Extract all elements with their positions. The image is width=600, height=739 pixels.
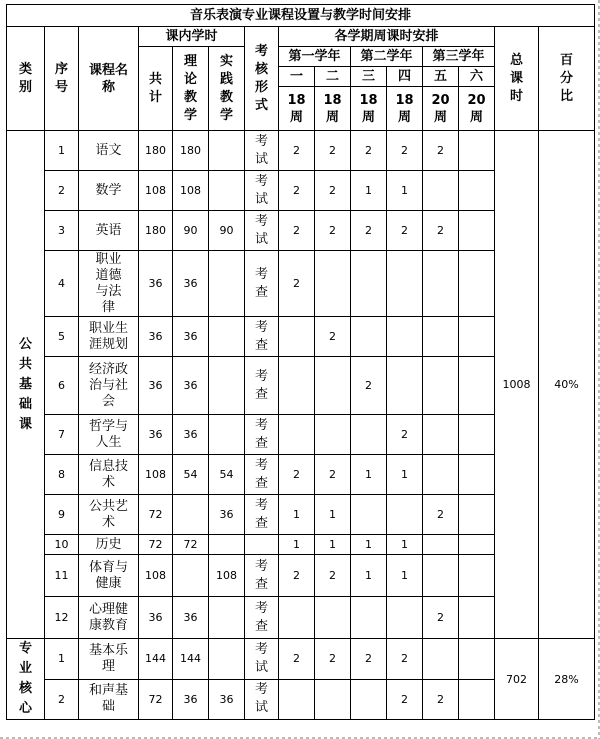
semester-hours-cell <box>459 415 495 455</box>
assess-cell: 考查 <box>245 317 279 357</box>
practice-hours-cell <box>209 131 245 171</box>
course-schedule-document <box>6 4 594 720</box>
semester-hours-cell <box>351 251 387 317</box>
theory-hours-cell: 36 <box>173 597 209 639</box>
semester-hours-cell <box>315 357 351 415</box>
seq-cell: 11 <box>45 555 79 597</box>
semester-hours-cell <box>387 317 423 357</box>
semester-hours-cell <box>459 171 495 211</box>
semester-hours-cell <box>387 251 423 317</box>
assess-cell: 考试 <box>245 639 279 680</box>
semester-hours-cell <box>351 597 387 639</box>
semester-hours-cell: 2 <box>387 639 423 680</box>
semester-hours-cell <box>423 171 459 211</box>
header-semester: 六 <box>459 67 495 87</box>
theory-hours-cell: 144 <box>173 639 209 680</box>
total-hours-cell: 36 <box>139 251 173 317</box>
semester-hours-cell: 2 <box>315 639 351 680</box>
assess-cell: 考查 <box>245 251 279 317</box>
semester-hours-cell: 2 <box>351 211 387 251</box>
semester-hours-cell: 2 <box>423 679 459 720</box>
semester-hours-cell: 2 <box>387 131 423 171</box>
practice-hours-cell <box>209 639 245 680</box>
course-name-cell: 英语 <box>79 211 139 251</box>
assess-cell: 考试 <box>245 171 279 211</box>
seq-cell: 8 <box>45 455 79 495</box>
header-course-name: 课程名称 <box>79 27 139 131</box>
header-semester: 三 <box>351 67 387 87</box>
semester-hours-cell <box>279 317 315 357</box>
total-hours-cell: 108 <box>139 555 173 597</box>
header-semester: 一 <box>279 67 315 87</box>
semester-hours-cell <box>423 455 459 495</box>
semester-hours-cell: 2 <box>315 555 351 597</box>
header-weeks: 18周 <box>279 87 315 131</box>
practice-hours-cell: 54 <box>209 455 245 495</box>
semester-hours-cell <box>351 317 387 357</box>
semester-hours-cell: 2 <box>279 131 315 171</box>
semester-hours-cell: 1 <box>351 555 387 597</box>
semester-hours-cell: 2 <box>279 251 315 317</box>
header-seq: 序号 <box>45 27 79 131</box>
assess-cell: 考查 <box>245 555 279 597</box>
semester-hours-cell: 2 <box>387 211 423 251</box>
semester-hours-cell <box>279 597 315 639</box>
theory-hours-cell: 72 <box>173 535 209 555</box>
semester-hours-cell <box>351 415 387 455</box>
header-semester: 五 <box>423 67 459 87</box>
header-year1: 第一学年 <box>279 47 351 67</box>
category-cell: 公共基础课 <box>7 131 45 639</box>
group-total-hours-cell: 702 <box>495 639 539 720</box>
semester-hours-cell <box>315 415 351 455</box>
course-name-cell: 职业生涯规划 <box>79 317 139 357</box>
semester-hours-cell <box>459 455 495 495</box>
course-name-cell: 职业道德与法律 <box>79 251 139 317</box>
group-percent-cell: 28% <box>539 639 595 720</box>
theory-hours-cell: 36 <box>173 317 209 357</box>
practice-hours-cell: 108 <box>209 555 245 597</box>
semester-hours-cell <box>279 415 315 455</box>
header-total-hours: 总课时 <box>495 27 539 131</box>
semester-hours-cell: 2 <box>423 131 459 171</box>
theory-hours-cell: 36 <box>173 679 209 720</box>
semester-hours-cell: 2 <box>315 317 351 357</box>
semester-hours-cell <box>387 357 423 415</box>
semester-hours-cell <box>423 639 459 680</box>
header-weeks: 18周 <box>387 87 423 131</box>
semester-hours-cell: 2 <box>315 171 351 211</box>
semester-hours-cell <box>459 357 495 415</box>
semester-hours-cell <box>351 679 387 720</box>
seq-cell: 1 <box>45 639 79 680</box>
total-hours-cell: 36 <box>139 415 173 455</box>
header-percent: 百分比 <box>539 27 595 131</box>
semester-hours-cell <box>315 679 351 720</box>
group-total-hours-cell: 1008 <box>495 131 539 639</box>
semester-hours-cell: 2 <box>351 357 387 415</box>
seq-cell: 12 <box>45 597 79 639</box>
semester-hours-cell <box>423 415 459 455</box>
practice-hours-cell <box>209 357 245 415</box>
assess-cell: 考查 <box>245 495 279 535</box>
header-semester: 四 <box>387 67 423 87</box>
semester-hours-cell: 2 <box>279 455 315 495</box>
course-schedule-table <box>6 4 595 720</box>
semester-hours-cell: 2 <box>279 639 315 680</box>
total-hours-cell: 180 <box>139 211 173 251</box>
table-body <box>7 131 595 720</box>
semester-hours-cell <box>459 597 495 639</box>
header-total: 共计 <box>139 47 173 131</box>
practice-hours-cell <box>209 415 245 455</box>
practice-hours-cell: 90 <box>209 211 245 251</box>
course-name-cell: 体育与健康 <box>79 555 139 597</box>
table-row <box>7 131 595 171</box>
semester-hours-cell <box>459 555 495 597</box>
assess-cell <box>245 535 279 555</box>
course-name-cell: 历史 <box>79 535 139 555</box>
semester-hours-cell: 2 <box>315 211 351 251</box>
semester-hours-cell <box>459 131 495 171</box>
semester-hours-cell: 1 <box>387 535 423 555</box>
total-hours-cell: 36 <box>139 317 173 357</box>
seq-cell: 10 <box>45 535 79 555</box>
semester-hours-cell <box>279 357 315 415</box>
assess-cell: 考查 <box>245 455 279 495</box>
assess-cell: 考试 <box>245 679 279 720</box>
semester-hours-cell: 2 <box>315 131 351 171</box>
seq-cell: 9 <box>45 495 79 535</box>
course-name-cell: 信息技术 <box>79 455 139 495</box>
semester-hours-cell: 1 <box>315 495 351 535</box>
semester-hours-cell: 1 <box>315 535 351 555</box>
table-title: 音乐表演专业课程设置与教学时间安排 <box>7 5 595 27</box>
course-name-cell: 语文 <box>79 131 139 171</box>
semester-hours-cell <box>315 251 351 317</box>
header-semester: 二 <box>315 67 351 87</box>
semester-hours-cell <box>423 555 459 597</box>
semester-hours-cell <box>423 251 459 317</box>
assess-cell: 考查 <box>245 357 279 415</box>
table-row <box>7 639 595 680</box>
semester-hours-cell <box>387 495 423 535</box>
practice-hours-cell: 36 <box>209 495 245 535</box>
semester-hours-cell <box>459 317 495 357</box>
seq-cell: 1 <box>45 131 79 171</box>
course-name-cell: 经济政治与社会 <box>79 357 139 415</box>
course-name-cell: 公共艺术 <box>79 495 139 535</box>
theory-hours-cell: 180 <box>173 131 209 171</box>
seq-cell: 5 <box>45 317 79 357</box>
theory-hours-cell <box>173 555 209 597</box>
header-year2: 第二学年 <box>351 47 423 67</box>
semester-hours-cell <box>459 679 495 720</box>
assess-cell: 考试 <box>245 131 279 171</box>
semester-hours-cell <box>315 597 351 639</box>
seq-cell: 2 <box>45 679 79 720</box>
theory-hours-cell <box>173 495 209 535</box>
semester-hours-cell <box>459 639 495 680</box>
semester-hours-cell <box>459 495 495 535</box>
semester-hours-cell: 1 <box>387 555 423 597</box>
course-name-cell: 哲学与人生 <box>79 415 139 455</box>
semester-hours-cell: 2 <box>423 495 459 535</box>
semester-hours-cell: 2 <box>279 555 315 597</box>
semester-hours-cell: 1 <box>387 455 423 495</box>
semester-hours-cell: 2 <box>423 211 459 251</box>
semester-hours-cell: 1 <box>351 535 387 555</box>
semester-hours-cell <box>279 679 315 720</box>
semester-hours-cell <box>423 357 459 415</box>
assess-cell: 考查 <box>245 597 279 639</box>
semester-hours-cell <box>423 535 459 555</box>
semester-hours-cell: 2 <box>387 415 423 455</box>
total-hours-cell: 108 <box>139 455 173 495</box>
total-hours-cell: 72 <box>139 679 173 720</box>
seq-cell: 3 <box>45 211 79 251</box>
semester-hours-cell <box>387 597 423 639</box>
course-name-cell: 心理健康教育 <box>79 597 139 639</box>
semester-hours-cell <box>459 211 495 251</box>
course-name-cell: 和声基础 <box>79 679 139 720</box>
total-hours-cell: 36 <box>139 597 173 639</box>
group-percent-cell: 40% <box>539 131 595 639</box>
header-year3: 第三学年 <box>423 47 495 67</box>
theory-hours-cell: 36 <box>173 251 209 317</box>
seq-cell: 7 <box>45 415 79 455</box>
header-category: 类别 <box>7 27 45 131</box>
practice-hours-cell <box>209 535 245 555</box>
semester-hours-cell <box>459 535 495 555</box>
semester-hours-cell <box>351 495 387 535</box>
total-hours-cell: 36 <box>139 357 173 415</box>
header-weeks: 20周 <box>459 87 495 131</box>
semester-hours-cell: 2 <box>279 211 315 251</box>
semester-hours-cell: 2 <box>315 455 351 495</box>
header-theory: 理论教学 <box>173 47 209 131</box>
practice-hours-cell <box>209 317 245 357</box>
header-assess: 考核形式 <box>245 27 279 131</box>
header-weeks: 20周 <box>423 87 459 131</box>
course-name-cell: 基本乐理 <box>79 639 139 680</box>
total-hours-cell: 180 <box>139 131 173 171</box>
total-hours-cell: 108 <box>139 171 173 211</box>
semester-hours-cell <box>423 317 459 357</box>
semester-hours-cell: 1 <box>279 495 315 535</box>
total-hours-cell: 144 <box>139 639 173 680</box>
semester-hours-cell: 1 <box>351 171 387 211</box>
semester-hours-cell: 2 <box>351 131 387 171</box>
assess-cell: 考试 <box>245 211 279 251</box>
practice-hours-cell <box>209 171 245 211</box>
practice-hours-cell <box>209 597 245 639</box>
total-hours-cell: 72 <box>139 495 173 535</box>
theory-hours-cell: 90 <box>173 211 209 251</box>
semester-hours-cell: 1 <box>387 171 423 211</box>
semester-hours-cell: 2 <box>387 679 423 720</box>
seq-cell: 2 <box>45 171 79 211</box>
theory-hours-cell: 54 <box>173 455 209 495</box>
theory-hours-cell: 36 <box>173 415 209 455</box>
category-cell: 专业核心 <box>7 639 45 720</box>
semester-hours-cell: 2 <box>351 639 387 680</box>
seq-cell: 4 <box>45 251 79 317</box>
header-practice: 实践教学 <box>209 47 245 131</box>
header-weeks: 18周 <box>351 87 387 131</box>
semester-hours-cell: 1 <box>279 535 315 555</box>
theory-hours-cell: 108 <box>173 171 209 211</box>
seq-cell: 6 <box>45 357 79 415</box>
theory-hours-cell: 36 <box>173 357 209 415</box>
practice-hours-cell: 36 <box>209 679 245 720</box>
header-semesters-group: 各学期周课时安排 <box>279 27 495 47</box>
assess-cell: 考查 <box>245 415 279 455</box>
total-hours-cell: 72 <box>139 535 173 555</box>
practice-hours-cell <box>209 251 245 317</box>
semester-hours-cell: 1 <box>351 455 387 495</box>
semester-hours-cell: 2 <box>279 171 315 211</box>
header-weeks: 18周 <box>315 87 351 131</box>
header-hours-group: 课内学时 <box>139 27 245 47</box>
semester-hours-cell <box>459 251 495 317</box>
semester-hours-cell: 2 <box>423 597 459 639</box>
course-name-cell: 数学 <box>79 171 139 211</box>
